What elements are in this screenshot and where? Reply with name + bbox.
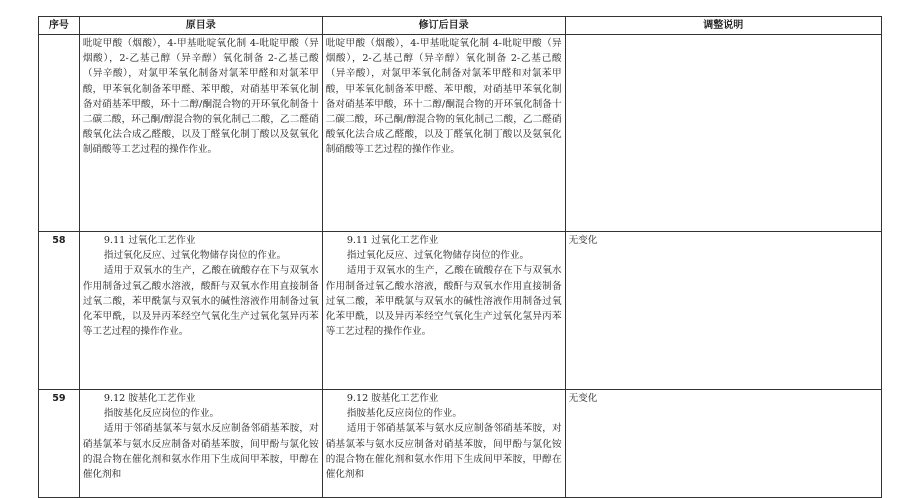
table-row	[39, 390, 882, 498]
note-cell: 无变化	[565, 390, 881, 498]
revised-cell	[322, 35, 565, 232]
header-note: 调整说明	[565, 17, 881, 35]
revised-cell	[322, 232, 565, 390]
row-number	[39, 35, 80, 232]
revised-scope: 适用于邻硝基氯苯与氨水反应制备邻硝基苯胺，对硝基氯苯与氨水反应制备对硝基苯胺，间甲酚与氯化铵的混合物在催化剂和氨水作用下生成间甲苯胺，甲醇在催化剂和	[325, 423, 562, 481]
row-number: 59	[39, 390, 80, 498]
revised-definition: 指胺基化反应岗位的作业。	[346, 408, 462, 420]
row-number: 58	[39, 232, 80, 390]
revised-definition: 指过氧化反应、过氧化物储存岗位的作业。	[346, 250, 530, 262]
original-cell	[79, 390, 322, 498]
table-header-row	[39, 17, 882, 35]
revised-cell	[322, 390, 565, 498]
header-revised: 修订后目录	[322, 17, 565, 35]
original-text: 吡啶甲酸（烟酸），4-甲基吡啶氧化制 4-吡啶甲酸（异烟酸），2-乙基己醇（异辛醇）氧化制备 2-乙基己酸（异辛酸），对氯甲苯氧化制备对氯苯甲醛和对氯苯甲酸，甲苯氧化制备苯甲醛、苯甲酸，对硝基甲苯氧化制备对硝基苯甲酸，环十二醇/酮混合物的开环氧化制备十二碳二酸，环己酮/醇混合物的氧化制己二酸，乙二醛硝酸氧化法合成乙醛酸，以及丁醛氧化制丁酸以及氨氧化制硝酸等工艺过程的操作作业。	[82, 38, 319, 156]
table-row	[39, 35, 882, 232]
catalog-revision-table	[38, 16, 882, 498]
original-cell	[79, 232, 322, 390]
revised-scope: 适用于双氧水的生产，乙酸在硫酸存在下与双氧水作用制备过氧乙酸水溶液，酸酐与双氧水作用直接制备过氧二酸，苯甲酰氯与双氧水的碱性溶液作用制备过氧化苯甲酰，以及异丙苯经空气氧化生产过氧化氢异丙苯等工艺过程的操作作业。	[325, 265, 562, 338]
revised-section-title: 9.12 胺基化工艺作业	[346, 393, 439, 404]
table-row	[39, 232, 882, 390]
revised-text: 吡啶甲酸（烟酸），4-甲基吡啶氧化制 4-吡啶甲酸（异烟酸），2-乙基己醇（异辛醇）氧化制备 2-乙基己酸（异辛酸），对氯甲苯氧化制备对氯苯甲醛和对氯苯甲酸，甲苯氧化制备苯甲醛、苯甲酸，对硝基甲苯氧化制备对硝基苯甲酸，环十二醇/酮混合物的开环氧化制备十二碳二酸，环己酮/醇混合物的氧化制己二酸，乙二醛硝酸氧化法合成乙醛酸，以及丁醛氧化制丁酸以及氨氧化制硝酸等工艺过程的操作作业。	[325, 38, 562, 156]
original-cell	[79, 35, 322, 232]
header-no: 序号	[39, 17, 80, 35]
revised-section-title: 9.11 过氧化工艺作业	[346, 235, 439, 246]
original-definition: 指过氧化反应、过氧化物储存岗位的作业。	[103, 250, 287, 262]
note-cell: 无变化	[565, 232, 881, 390]
original-scope: 适用于双氧水的生产，乙酸在硫酸存在下与双氧水作用制备过氧乙酸水溶液，酸酐与双氧水作用直接制备过氧二酸，苯甲酰氯与双氧水的碱性溶液作用制备过氧化苯甲酰，以及异丙苯经空气氧化生产过氧化氢异丙苯等工艺过程的操作作业。	[82, 265, 319, 338]
header-original: 原目录	[79, 17, 322, 35]
original-scope: 适用于邻硝基氯苯与氨水反应制备邻硝基苯胺，对硝基氯苯与氨水反应制备对硝基苯胺，间甲酚与氯化铵的混合物在催化剂和氨水作用下生成间甲苯胺，甲醇在催化剂和	[82, 423, 319, 481]
note-cell	[565, 35, 881, 232]
original-section-title: 9.12 胺基化工艺作业	[103, 393, 196, 404]
original-section-title: 9.11 过氧化工艺作业	[103, 235, 196, 246]
original-definition: 指胺基化反应岗位的作业。	[103, 408, 220, 420]
